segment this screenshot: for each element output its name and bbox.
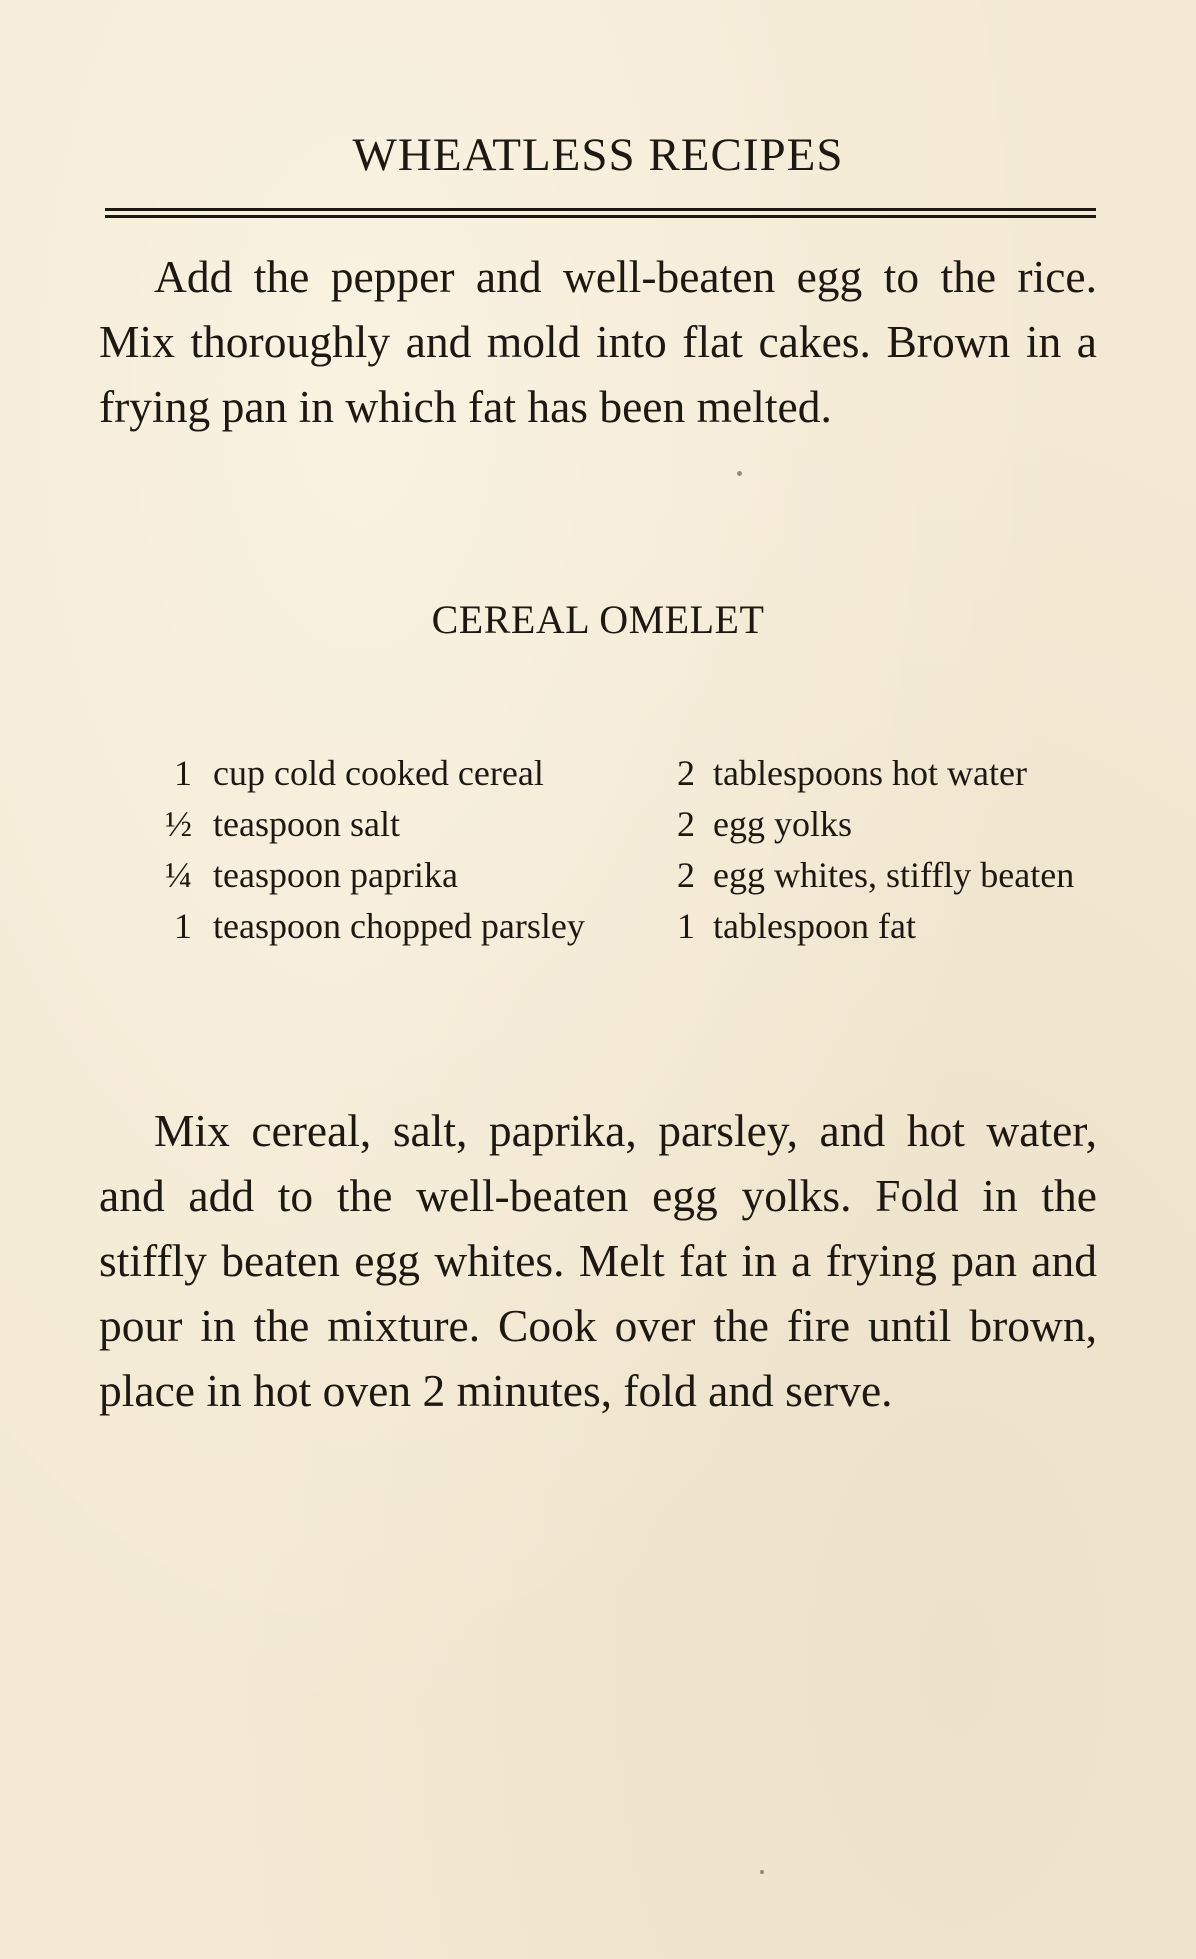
ingredient-text: teaspoon salt: [213, 804, 400, 844]
ingredient-quantity: 1: [174, 906, 192, 946]
ingredient-quantity: 1: [677, 906, 695, 946]
ingredient-text: egg yolks: [713, 804, 852, 844]
ingredient-quantity: ½: [165, 804, 192, 844]
intro-paragraph: Add the pepper and well-beaten egg to the rice. Mix thoroughly and mold into flat cakes. Brown in a frying pan in which fat has been melted.: [99, 251, 1097, 432]
ingredient-column-right: [665, 748, 1097, 952]
ingredient-column-left: [140, 748, 605, 952]
ingredient-quantity: 1: [174, 753, 192, 793]
rule-line-bottom: [105, 215, 1096, 218]
ingredient-item: [665, 748, 1097, 799]
ingredient-text: teaspoon paprika: [213, 855, 458, 895]
ingredient-list: [0, 748, 1196, 1078]
paper-speck: [737, 471, 742, 476]
rule-line-top: [105, 208, 1096, 211]
ingredient-quantity: 2: [677, 804, 695, 844]
ingredient-item: [665, 799, 1097, 850]
ingredient-item: [140, 799, 605, 850]
ingredient-item: [665, 901, 1097, 952]
ingredient-text: tablespoon fat: [713, 906, 916, 946]
double-rule-divider: [105, 208, 1096, 218]
ingredient-text: cup cold cooked cereal: [213, 753, 544, 793]
ingredient-quantity: 2: [677, 753, 695, 793]
ingredient-text: egg whites, stiffly beaten: [713, 855, 1075, 895]
recipe-title: CEREAL OMELET: [431, 597, 765, 642]
running-head: WHEATLESS RECIPES: [352, 129, 844, 181]
ingredient-text: teaspoon chopped parsley: [213, 906, 585, 946]
ingredient-item: [140, 748, 605, 799]
ingredient-item: [665, 850, 1097, 901]
ingredient-text: tablespoons hot water: [713, 753, 1027, 793]
ingredient-item: [140, 901, 605, 952]
ingredient-quantity: ¼: [165, 855, 192, 895]
method-paragraph: Mix cereal, salt, paprika, parsley, and hot water, and add to the well-beaten egg yolks. Fold in the stiffly beaten egg whites. Melt fat in a frying pan and pour in the mixture. Cook over the fire until brown, place in hot oven 2 minutes, fold and serve.: [99, 1105, 1097, 1416]
paper-speck: [760, 1870, 764, 1874]
ingredient-item: [140, 850, 605, 901]
ingredient-quantity: 2: [677, 855, 695, 895]
